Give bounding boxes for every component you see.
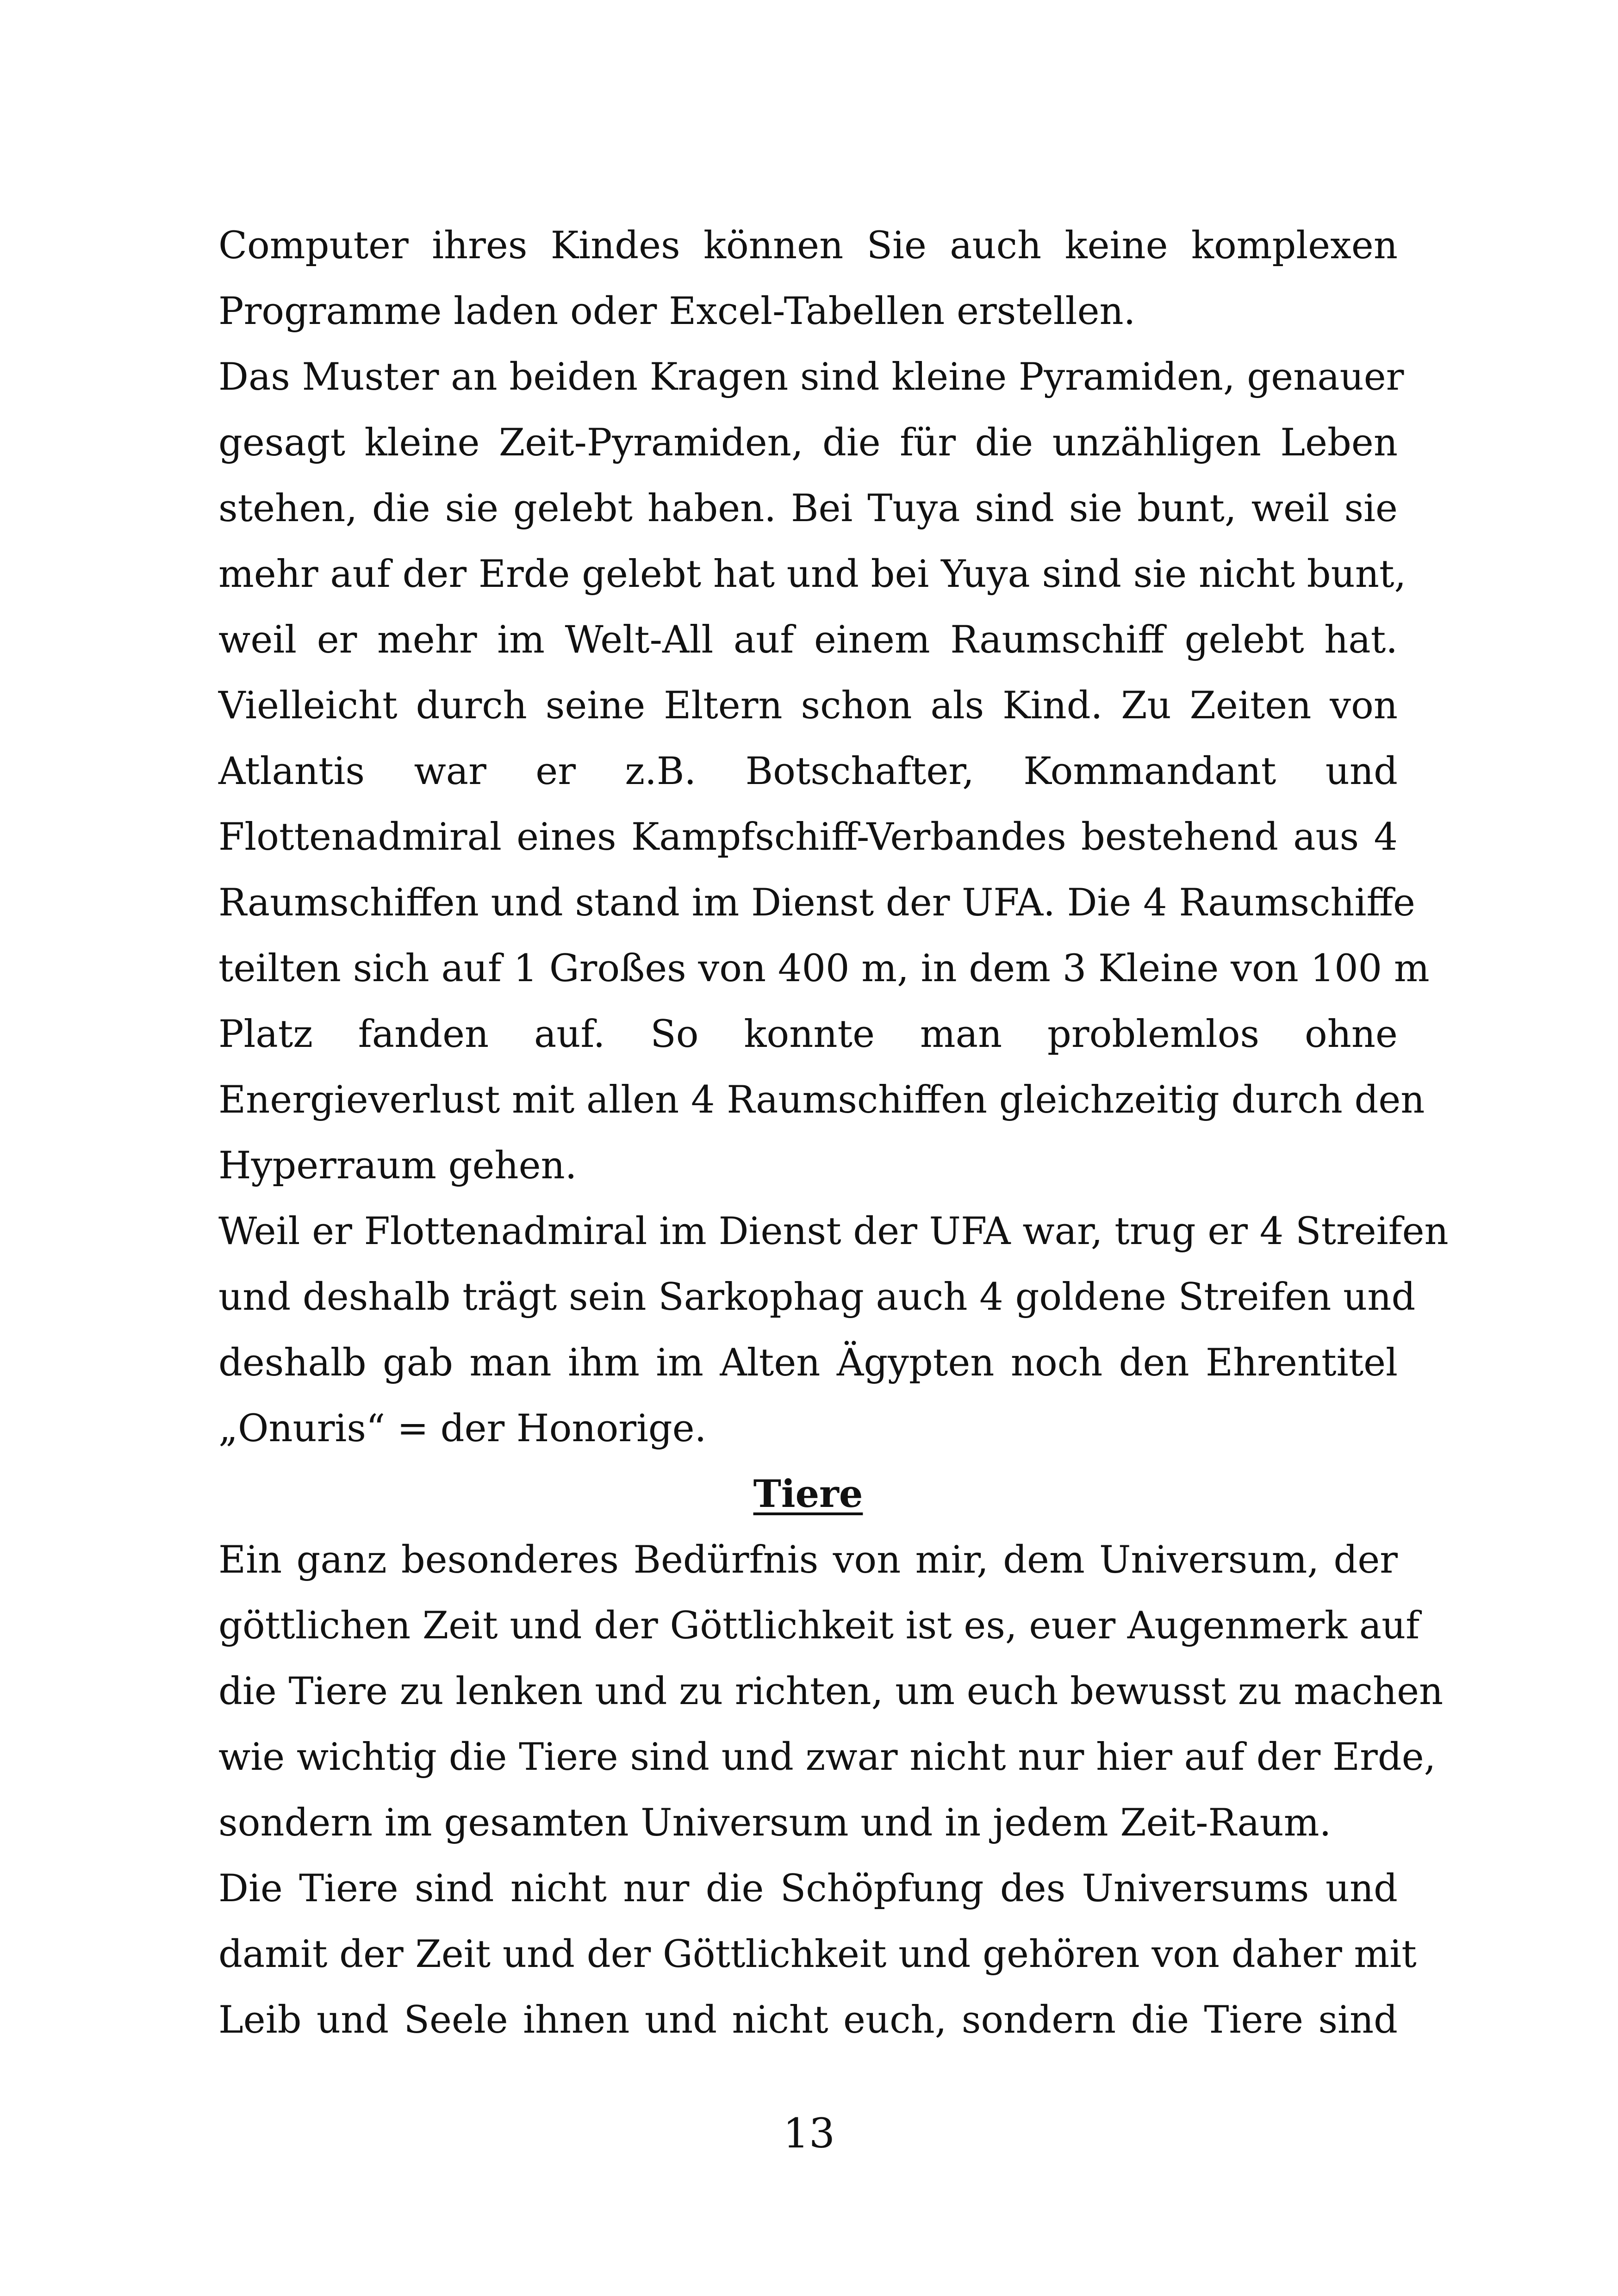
text-line: teilten sich auf 1 Großes von 400 m, in dem 3 Kleine von 100 m [218, 947, 1430, 990]
text-line: weil er mehr im Welt-All auf einem Raumschiff gelebt hat. [218, 618, 1398, 662]
text-line: Ein ganz besonderes Bedürfnis von mir, dem Universum, der [218, 1538, 1398, 1582]
text-line: Flottenadmiral eines Kampfschiff-Verbandes bestehend aus 4 [218, 815, 1398, 859]
text-line: Platz fanden auf. So konnte man problemlos ohne [218, 1013, 1398, 1056]
text-line: Die Tiere sind nicht nur die Schöpfung des Universums und [218, 1867, 1398, 1910]
text-line: deshalb gab man ihm im Alten Ägypten noch den Ehrentitel [218, 1341, 1398, 1385]
text-line: Hyperraum gehen. [218, 1144, 577, 1188]
text-line: die Tiere zu lenken und zu richten, um euch bewusst zu machen [218, 1670, 1444, 1713]
text-line: damit der Zeit und der Göttlichkeit und gehören von daher mit [218, 1933, 1417, 1976]
text-line: „Onuris“ = der Honorige. [218, 1407, 707, 1450]
text-line: Das Muster an beiden Kragen sind kleine Pyramiden, genauer [218, 355, 1404, 399]
text-line: Energieverlust mit allen 4 Raumschiffen gleichzeitig durch den [218, 1078, 1425, 1122]
body-text [218, 213, 1449, 2053]
section-heading-line [218, 1462, 1398, 1527]
text-line: Vielleicht durch seine Eltern schon als Kind. Zu Zeiten von [218, 684, 1398, 728]
text-line: Atlantis war er z.B. Botschafter, Kommandant und [218, 750, 1398, 793]
text-line: stehen, die sie gelebt haben. Bei Tuya sind sie bunt, weil sie [218, 487, 1398, 530]
text-line: sondern im gesamten Universum und in jedem Zeit-Raum. [218, 1801, 1332, 1845]
text-line: Weil er Flottenadmiral im Dienst der UFA war, trug er 4 Streifen [218, 1210, 1449, 1253]
text-line: Programme laden oder Excel-Tabellen erstellen. [218, 290, 1136, 333]
text-line: göttlichen Zeit und der Göttlichkeit ist es, euer Augenmerk auf [218, 1604, 1420, 1648]
text-line: mehr auf der Erde gelebt hat und bei Yuya sind sie nicht bunt, [218, 553, 1406, 596]
text-line: Raumschiffen und stand im Dienst der UFA. Die 4 Raumschiffe [218, 881, 1415, 925]
text-line: und deshalb trägt sein Sarkophag auch 4 goldene Streifen und [218, 1276, 1416, 1319]
page-number: 13 [783, 2109, 835, 2157]
text-line: Computer ihres Kindes können Sie auch keine komplexen [218, 224, 1398, 268]
text-line: wie wichtig die Tiere sind und zwar nicht nur hier auf der Erde, [218, 1736, 1436, 1779]
text-line: Leib und Seele ihnen und nicht euch, sondern die Tiere sind [218, 1998, 1398, 2042]
text-line: gesagt kleine Zeit-Pyramiden, die für die unzähligen Leben [218, 421, 1398, 465]
section-heading: Tiere [753, 1472, 863, 1516]
